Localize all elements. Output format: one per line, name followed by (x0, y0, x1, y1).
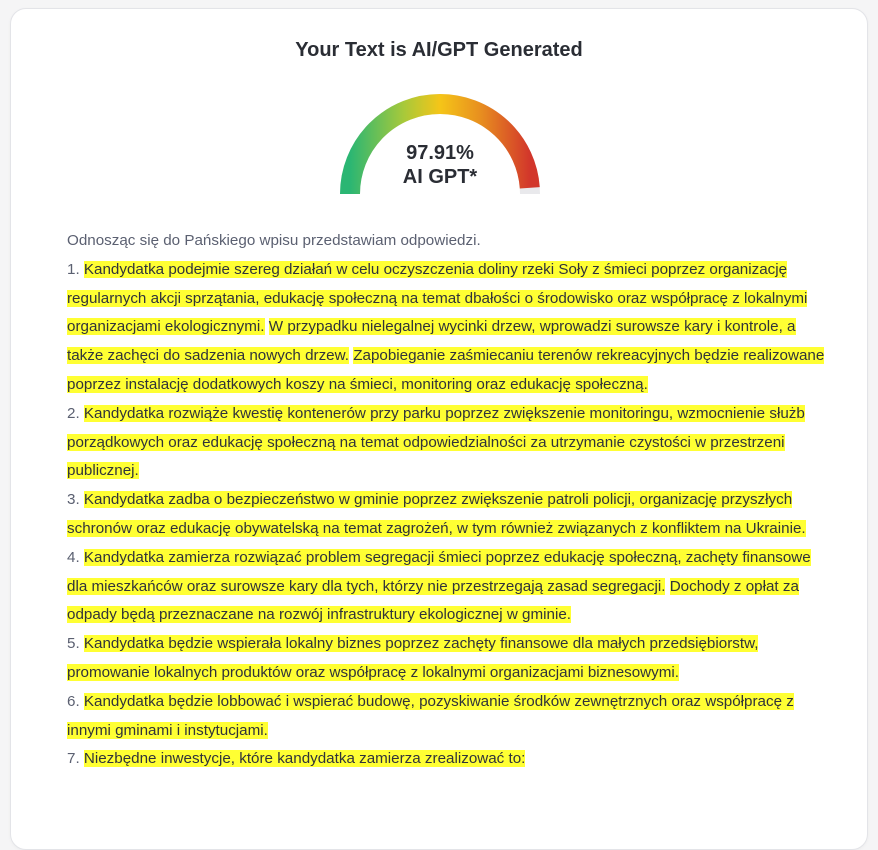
analyzed-text (67, 227, 827, 774)
highlighted-sentence: Kandydatka podejmie szereg działań w celu oczyszczenia doliny rzeki Soły z śmieci poprzez organizację regularnych akcji sprzątania, edukację społeczną na temat dbałości o środowisko oraz współpracę z lokalnymi organizacjami ekologicznymi. (67, 260, 808, 336)
highlighted-sentence: Kandydatka będzie wspierała lokalny biznes poprzez zachęty finansowe dla małych przedsiębiorstw, promowanie lokalnych produktów oraz współpracę z lokalnymi organizacjami biznesowymi. (67, 635, 759, 681)
result-title: Your Text is AI/GPT Generated (295, 39, 583, 61)
highlighted-sentence: Kandydatka rozwiąże kwestię kontenerów przy parku poprzez zwiększenie monitoringu, wzmocnienie służb porządkowych oraz edukację społeczną na temat odpowiedzialności za utrzymanie czystości w przestrzeni publicznej. (67, 404, 805, 480)
highlighted-sentence: Dochody z opłat za odpady będą przeznaczane na rozwój infrastruktury ekologicznej w gminie. (67, 577, 799, 624)
item-number: 3. (67, 491, 84, 509)
highlighted-sentence: Kandydatka będzie lobbować i wspierać budowę, pozyskiwanie środków zewnętrznych oraz współpracę z innymi gminami i instytucjami. (67, 692, 794, 739)
item-number: 6. (67, 692, 84, 710)
list-item (67, 745, 827, 774)
list-item (67, 630, 827, 688)
highlighted-sentence: Niezbędne inwestycje, które kandydatka zamierza zrealizować to: (83, 750, 526, 768)
list-item (67, 486, 827, 544)
ai-score-gauge (335, 89, 545, 199)
item-number: 2. (67, 404, 84, 422)
gauge-label: AI GPT* (402, 166, 478, 188)
item-number: 1. (67, 260, 84, 278)
highlighted-sentence: Zapobieganie zaśmiecaniu terenów rekreacyjnych będzie realizowane poprzez instalację dodatkowych koszy na śmieci, monitoring oraz edukację społeczną. (67, 347, 825, 393)
result-card (10, 8, 868, 850)
item-number: 7. (67, 750, 84, 768)
item-number: 4. (67, 548, 84, 566)
highlighted-sentence: W przypadku nielegalnej wycinki drzew, wprowadzi surowsze kary i kontrole, a także zachęci do sadzenia nowych drzew. (67, 318, 796, 365)
highlighted-sentence: Kandydatka zadba o bezpieczeństwo w gminie poprzez zwiększenie patroli policji, organizację przyszłych schronów oraz edukację obywatelską na temat zagrożeń, w tym również związanych z konfliktem na Ukrainie. (67, 491, 806, 537)
highlighted-sentence: Kandydatka zamierza rozwiązać problem segregacji śmieci poprzez edukację społeczną, zachęty finansowe dla mieszkańców oraz surowsze kary dla tych, którzy nie przestrzegają zasad segregacji. (67, 548, 811, 595)
gauge-percent: 97.91% (406, 142, 474, 164)
list-item (67, 256, 827, 400)
list-item (67, 688, 827, 746)
list-item (67, 400, 827, 486)
list-item (67, 544, 827, 630)
item-number: 5. (67, 635, 84, 653)
intro-text: Odnosząc się do Pańskiego wpisu przedstawiam odpowiedzi. (67, 232, 481, 249)
